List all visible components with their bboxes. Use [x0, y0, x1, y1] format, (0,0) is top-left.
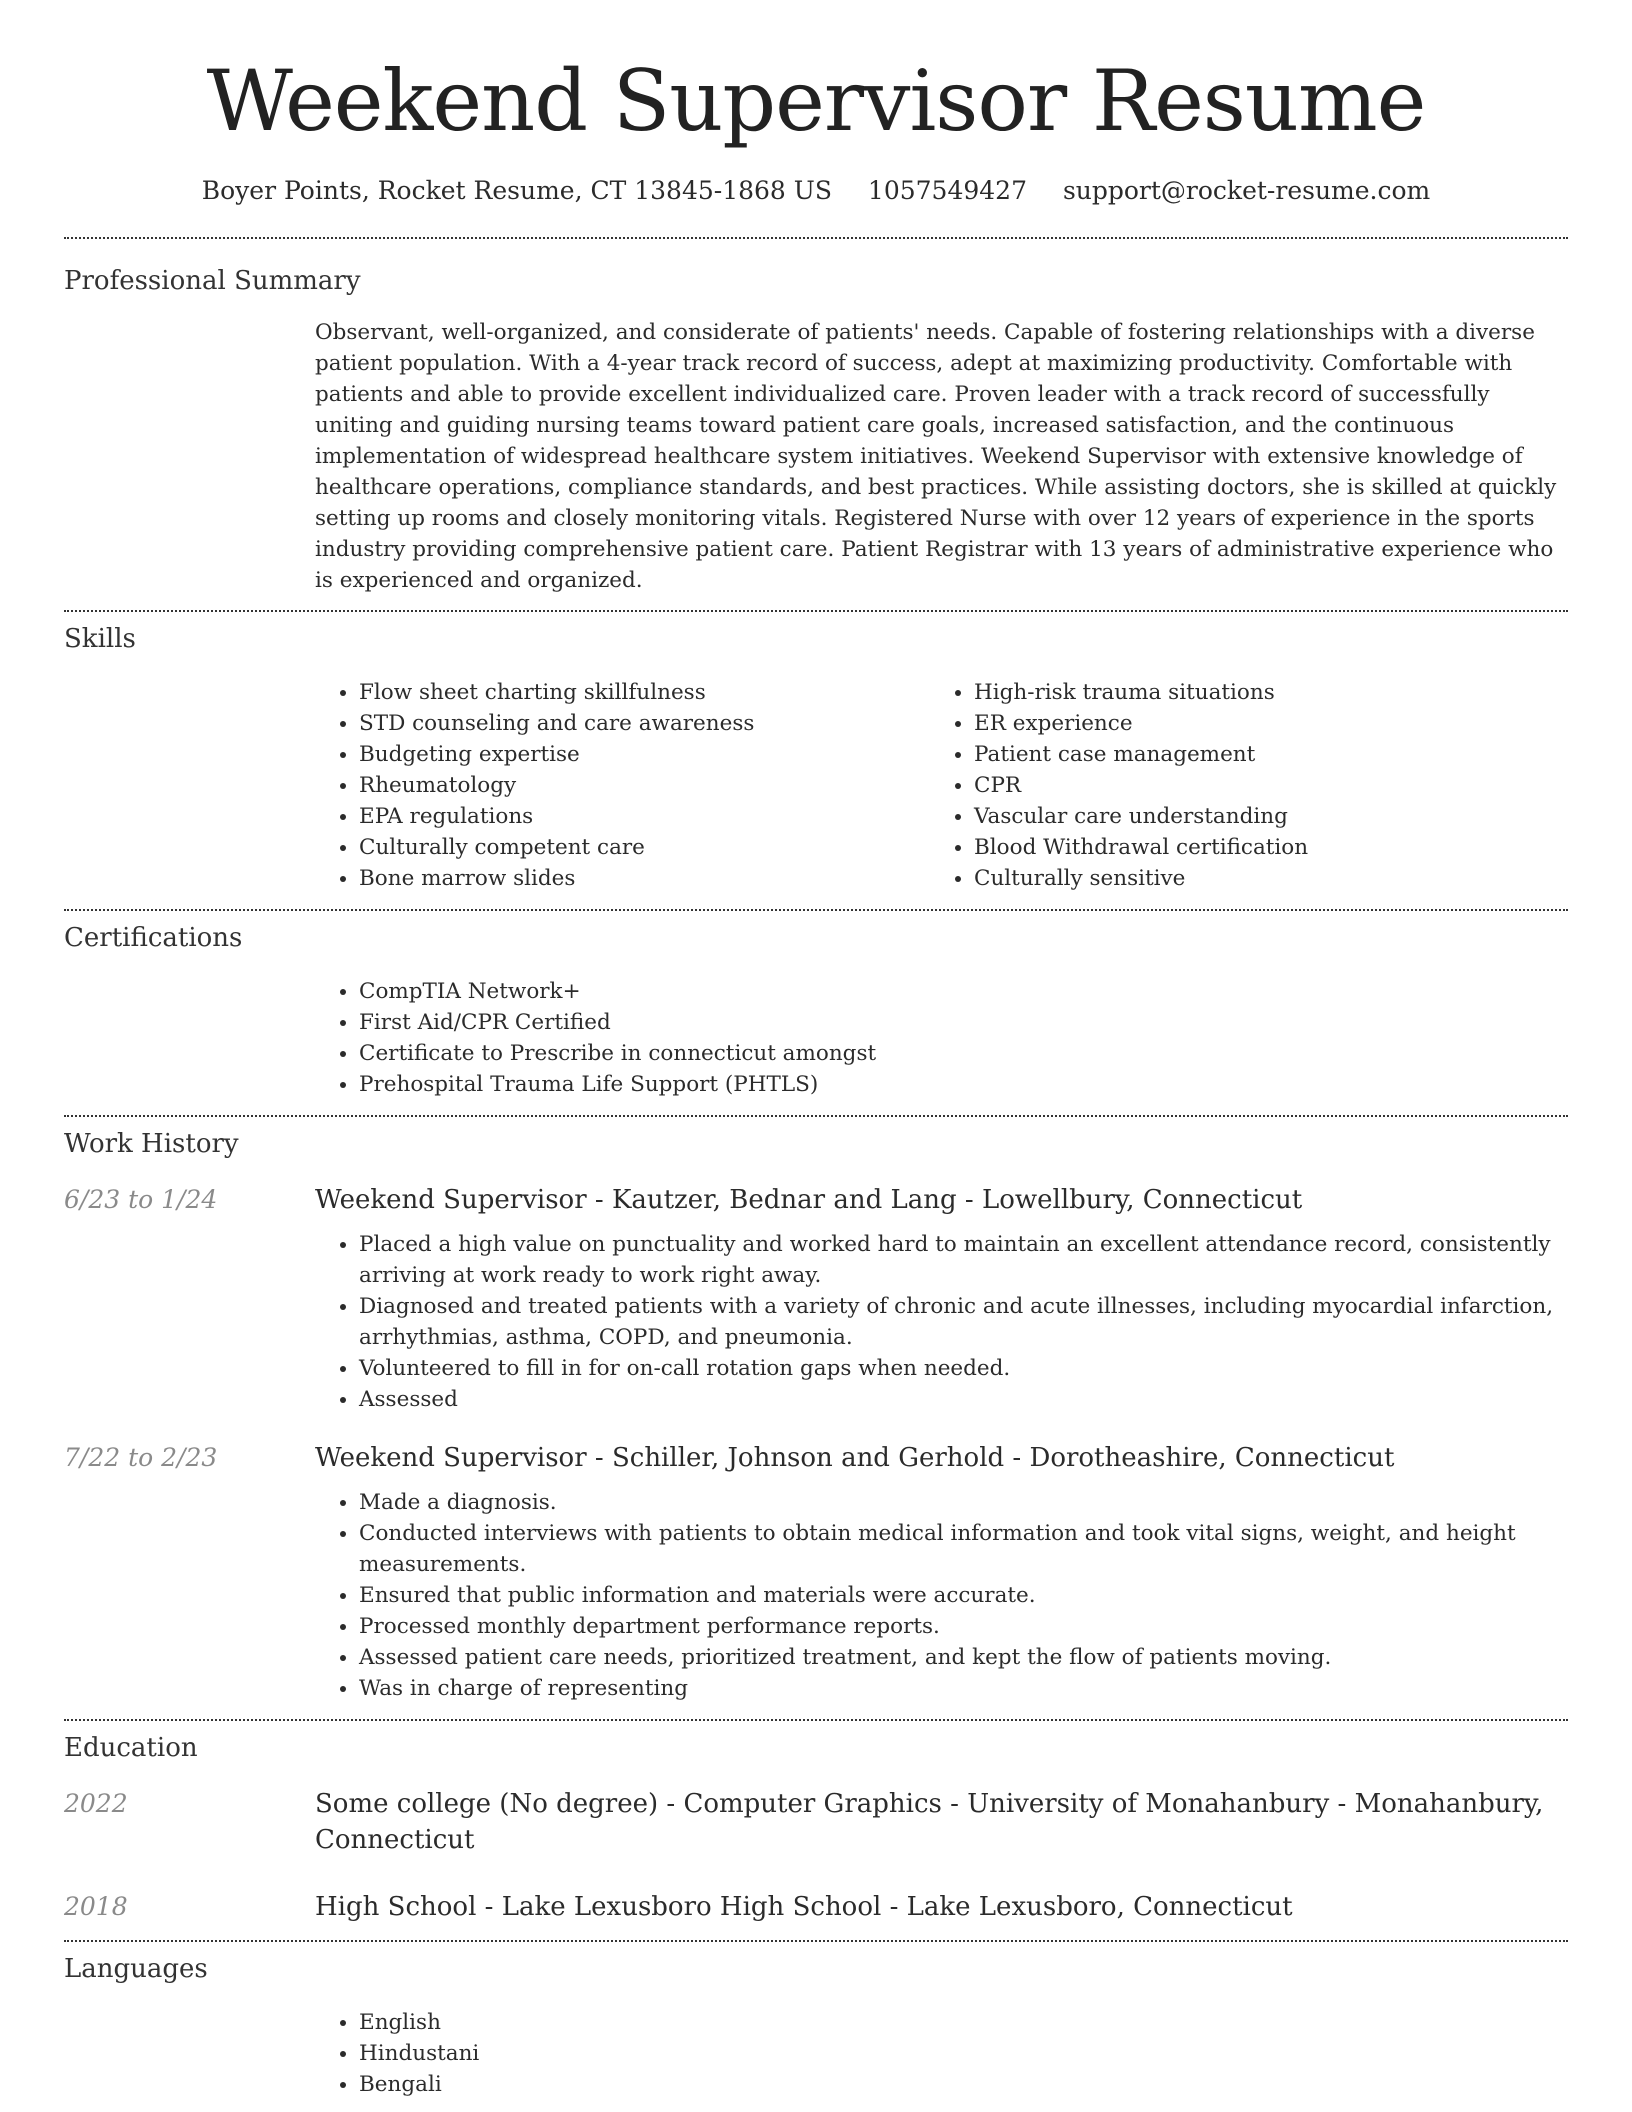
job-bullet: • Was in charge of representing [359, 1673, 1568, 1704]
job-bullet: • Made a diagnosis. [359, 1487, 1568, 1518]
skill-item: • High-risk trauma situations [974, 677, 1568, 708]
education-section [64, 1731, 1568, 1925]
job-bullet: • Assessed [359, 1384, 1568, 1415]
education-degree: High School [315, 1892, 477, 1922]
work-history-section [64, 1127, 1568, 1704]
education-entry [64, 1889, 1568, 1925]
skill-item: • STD counseling and care awareness [359, 708, 930, 739]
job-heading [315, 1440, 1568, 1476]
languages-list [315, 2007, 1568, 2100]
contact-line [64, 174, 1568, 208]
certifications-section [64, 921, 1568, 1100]
skill-item: • Blood Withdrawal certification [974, 832, 1568, 863]
skills-title: Skills [64, 624, 136, 654]
job-bullets [315, 1487, 1568, 1704]
section-divider [64, 1719, 1568, 1721]
summary-title: Professional Summary [64, 266, 361, 296]
job-dates: 6/23 to 1/24 [64, 1185, 218, 1214]
skill-item: • Flow sheet charting skillfulness [359, 677, 930, 708]
education-title: Education [64, 1733, 198, 1763]
language-item: • English [359, 2007, 1568, 2038]
job-bullet: • Ensured that public information and materials were accurate. [359, 1580, 1568, 1611]
skill-item: • Culturally sensitive [974, 863, 1568, 894]
language-item: • Hindustani [359, 2038, 1568, 2069]
certification-item: • First Aid/CPR Certified [359, 1007, 1568, 1038]
section-divider [64, 237, 1568, 239]
education-school: - Lake Lexusboro High School - Lake Lexusboro, Connecticut [476, 1892, 1293, 1922]
certification-item: • Prehospital Trauma Life Support (PHTLS) [359, 1069, 1568, 1100]
skills-section [64, 622, 1568, 894]
languages-title: Languages [64, 1954, 208, 1984]
work-history-title: Work History [64, 1129, 239, 1159]
contact-email: support@rocket-resume.com [1062, 176, 1431, 205]
language-item: • Bengali [359, 2069, 1568, 2100]
education-degree: Some college (No degree) - Computer Graphics [315, 1789, 942, 1819]
summary-text: Observant, well-organized, and considerate of patients' needs. Capable of fostering relationships with a diverse patient population. With a 4-year track record of success, adept at maximizing productivity. Comfortable with patients and able to provide excellent individualized care. Proven leader with a track record of successfully uniting and guiding nursing teams toward patient care goals, increased satisfaction, and the continuous implementation of widespread healthcare system initiatives. Weekend Supervisor with extensive knowledge of healthcare operations, compliance standards, and best practices. While assisting doctors, she is skilled at quickly setting up rooms and closely monitoring vitals. Registered Nurse with over 12 years of experience in the sports industry providing comprehensive patient care. Patient Registrar with 13 years of administrative experience who is experienced and organized. [315, 320, 1557, 593]
job-dates: 7/22 to 2/23 [64, 1443, 218, 1472]
skill-item: • CPR [974, 770, 1568, 801]
education-heading [315, 1786, 1568, 1858]
job-entry [64, 1182, 1568, 1415]
section-divider [64, 1115, 1568, 1117]
skill-item: • ER experience [974, 708, 1568, 739]
certification-item: • CompTIA Network+ [359, 976, 1568, 1007]
certifications-title: Certifications [64, 923, 243, 953]
education-entry [64, 1786, 1568, 1858]
education-year: 2022 [64, 1789, 128, 1818]
job-employer: - Schiller, Johnson and Gerhold - Dorotheashire, Connecticut [586, 1443, 1395, 1473]
languages-section [64, 1952, 1568, 2100]
education-heading [315, 1889, 1568, 1925]
job-heading [315, 1182, 1568, 1218]
skill-item: • Budgeting expertise [359, 739, 930, 770]
certifications-list [315, 976, 1568, 1100]
skill-item: • Culturally competent care [359, 832, 930, 863]
job-bullet: • Assessed patient care needs, prioritized treatment, and kept the flow of patients moving. [359, 1642, 1568, 1673]
section-divider [64, 610, 1568, 612]
contact-phone: 1057549427 [867, 176, 1027, 205]
skill-item: • Vascular care understanding [974, 801, 1568, 832]
skill-item: • EPA regulations [359, 801, 930, 832]
skills-column-left [315, 677, 930, 894]
education-school: - University of Monahanbury - Monahanbury, Connecticut [315, 1789, 1544, 1855]
job-bullet: • Placed a high value on punctuality and worked hard to maintain an excellent attendance record, consistently arriving at work ready to work right away. [359, 1229, 1568, 1291]
job-bullets [315, 1229, 1568, 1415]
job-role: Weekend Supervisor [315, 1443, 587, 1473]
job-bullet: • Processed monthly department performance reports. [359, 1611, 1568, 1642]
section-divider [64, 909, 1568, 911]
job-employer: - Kautzer, Bednar and Lang - Lowellbury, Connecticut [586, 1185, 1303, 1215]
skills-column-right [930, 677, 1568, 894]
summary-body [315, 317, 1568, 596]
certification-item: • Certificate to Prescribe in connecticut amongst [359, 1038, 1568, 1069]
education-year: 2018 [64, 1892, 128, 1921]
skill-item: • Patient case management [974, 739, 1568, 770]
job-bullet: • Diagnosed and treated patients with a variety of chronic and acute illnesses, including myocardial infarction, arrhythmias, asthma, COPD, and pneumonia. [359, 1291, 1568, 1353]
skills-list [315, 677, 1568, 894]
resume-page [64, 0, 1568, 2100]
contact-address: Boyer Points, Rocket Resume, CT 13845-1868 US [201, 176, 832, 205]
resume-title: Weekend Supervisor Resume [206, 52, 1426, 150]
job-bullet: • Conducted interviews with patients to obtain medical information and took vital signs, weight, and height measurements. [359, 1518, 1568, 1580]
section-divider [64, 1940, 1568, 1942]
skill-item: • Rheumatology [359, 770, 930, 801]
job-entry [64, 1440, 1568, 1704]
summary-section [64, 264, 1568, 596]
job-role: Weekend Supervisor [315, 1185, 587, 1215]
skill-item: • Bone marrow slides [359, 863, 930, 894]
job-bullet: • Volunteered to fill in for on-call rotation gaps when needed. [359, 1353, 1568, 1384]
